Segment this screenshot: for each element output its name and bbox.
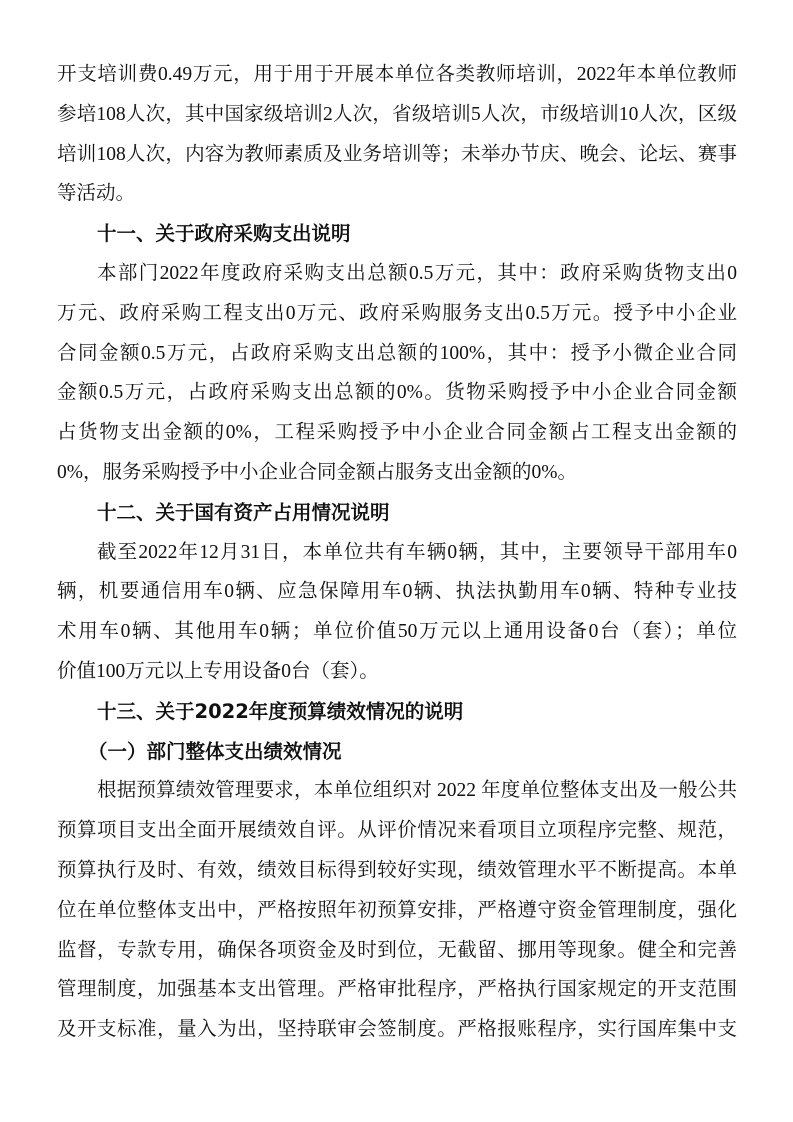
body-text-line: 占货物支出金额的0%，工程采购授予中小企业合同金额占工程支出金额的 bbox=[57, 422, 737, 444]
document-body bbox=[57, 55, 737, 1050]
body-text-line: 预算项目支出全面开展绩效自评。从评价情况来看项目立项程序完整、规范， bbox=[57, 820, 737, 842]
section-heading: 十二、关于国有资产占用情况说明 bbox=[97, 500, 390, 524]
body-text-line: 辆，机要通信用车0辆、应急保障用车0辆、执法执勤用车0辆、特种专业技 bbox=[57, 581, 737, 603]
body-text-line: 0%，服务采购授予中小企业合同金额占服务支出金额的0%。 bbox=[57, 461, 577, 483]
body-text-line: 培训108人次，内容为教师素质及业务培训等；未举办节庆、晚会、论坛、赛事 bbox=[57, 143, 737, 165]
body-text-line: 截至2022年12月31日，本单位共有车辆0辆，其中，主要领导干部用车0 bbox=[97, 541, 737, 563]
body-text-line: 预算执行及时、有效，绩效目标得到较好实现，绩效管理水平不断提高。本单 bbox=[57, 859, 737, 881]
section-heading: 十三、关于2022年度预算绩效情况的说明 bbox=[97, 699, 464, 723]
body-text-line: 开支培训费0.49万元，用于用于开展本单位各类教师培训，2022年本单位教师 bbox=[57, 64, 737, 85]
body-text-line: 金额0.5万元，占政府采购支出总额的0%。货物采购授予中小企业合同金额 bbox=[57, 382, 737, 404]
body-text-line: 参培108人次，其中国家级培训2人次，省级培训5人次，市级培训10人次，区级 bbox=[57, 103, 737, 125]
subsection-heading: （一）部门整体支出绩效情况 bbox=[88, 739, 342, 763]
body-text-line: 等活动。 bbox=[57, 183, 136, 205]
body-text-line: 位在单位整体支出中，严格按照年初预算安排，严格遵守资金管理制度，强化 bbox=[57, 899, 737, 921]
body-text-line: 及开支标准，量入为出，坚持联审会签制度。严格报账程序，实行国库集中支 bbox=[57, 1019, 737, 1041]
body-text-line: 根据预算绩效管理要求，本单位组织对 2022 年度单位整体支出及一般公共 bbox=[97, 780, 737, 802]
body-text-line: 合同金额0.5万元，占政府采购支出总额的100%，其中：授予小微企业合同 bbox=[57, 342, 737, 364]
body-text-line: 监督，专款专用，确保各项资金及时到位，无截留、挪用等现象。健全和完善 bbox=[57, 939, 737, 961]
section-heading: 十一、关于政府采购支出说明 bbox=[97, 222, 351, 246]
body-text-line: 本部门2022年度政府采购支出总额0.5万元，其中：政府采购货物支出0 bbox=[97, 262, 737, 284]
body-text-line: 价值100万元以上专用设备0台（套）。 bbox=[57, 660, 379, 682]
body-text-line: 万元、政府采购工程支出0万元、政府采购服务支出0.5万元。授予中小企业 bbox=[57, 302, 737, 324]
body-text-line: 管理制度，加强基本支出管理。严格审批程序，严格执行国家规定的开支范围 bbox=[57, 979, 737, 1001]
body-text-line: 术用车0辆、其他用车0辆；单位价值50万元以上通用设备0台（套）；单位 bbox=[57, 621, 737, 643]
